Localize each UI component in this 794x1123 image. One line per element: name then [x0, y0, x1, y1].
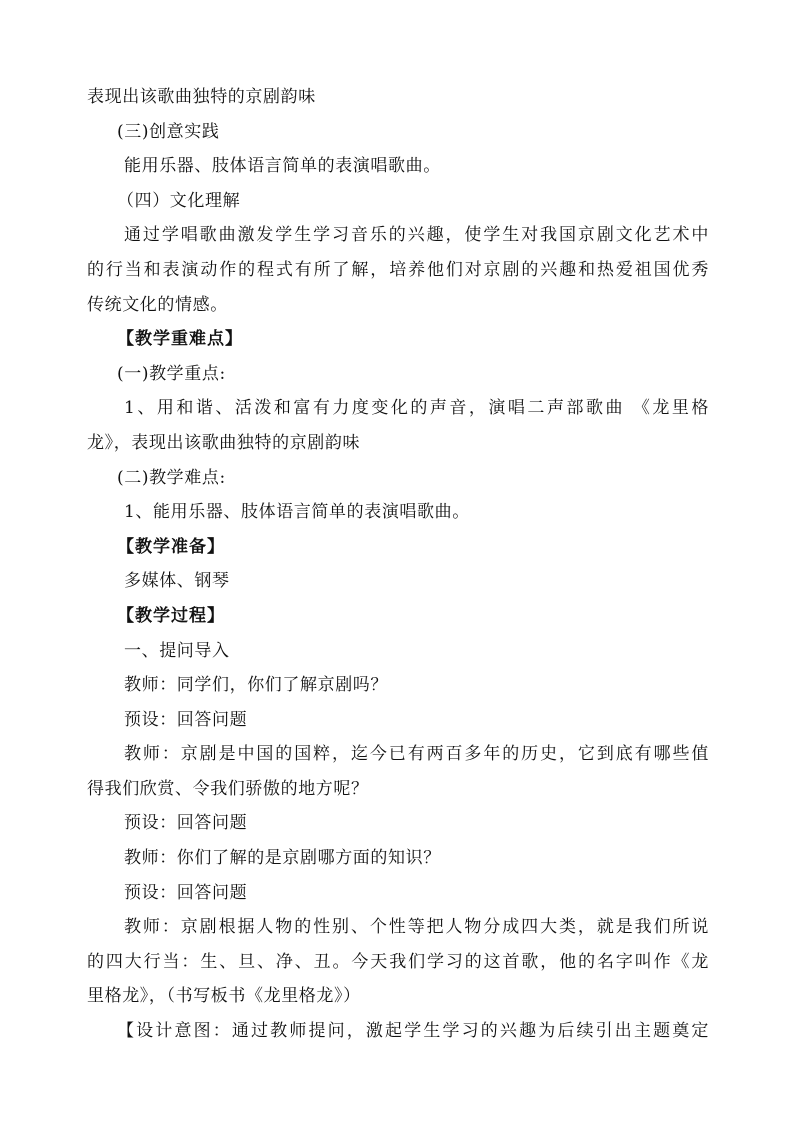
- dialogue-line: 预设：回答问题: [124, 709, 248, 730]
- dialogue-line: 教师：你们了解的是京剧哪方面的知识？: [124, 848, 441, 869]
- dialogue-line: 的四大行当：生、旦、净、丑。今天我们学习的这首歌，他的名字叫作《龙: [87, 951, 709, 972]
- body-line: 龙》，表现出该歌曲独特的京剧韵味: [87, 432, 361, 453]
- document-body: [87, 80, 709, 1049]
- body-line: 的行当和表演动作的程式有所了解，培养他们对京剧的兴趣和热爱祖国优秀: [87, 259, 709, 280]
- section-heading-creative-practice: (三)创意实践: [117, 121, 220, 142]
- dialogue-line: 里格龙》，（书写板书《龙里格龙》）: [87, 986, 361, 1007]
- body-line: 1、能用乐器、肢体语言简单的表演唱歌曲。: [124, 502, 470, 523]
- dialogue-line: 教师：京剧根据人物的性别、个性等把人物分成四大类，就是我们所说: [124, 917, 709, 938]
- body-line: 表现出该歌曲独特的京剧韵味: [87, 87, 316, 107]
- section-heading-key-difficulties: 【教学重难点】: [117, 329, 243, 350]
- dialogue-line: 得我们欣赏、令我们骄傲的地方呢？: [87, 778, 369, 799]
- dialogue-line: 教师：京剧是中国的国粹，迄今已有两百多年的历史，它到底有哪些值: [124, 744, 709, 765]
- body-line: 传统文化的情感。: [87, 294, 228, 315]
- dialogue-line: 预设：回答问题: [124, 813, 248, 834]
- section-heading-cultural-understanding: （四）文化理解: [117, 190, 241, 211]
- body-line: 多媒体、钢琴: [124, 571, 230, 592]
- section-heading-teaching-preparation: 【教学准备】: [117, 536, 225, 557]
- section-heading-teaching-process: 【教学过程】: [117, 605, 225, 626]
- body-line: 能用乐器、肢体语言简单的表演唱歌曲。: [124, 156, 441, 177]
- body-line: 通过学唱歌曲激发学生学习音乐的兴趣，使学生对我国京剧文化艺术中: [124, 225, 709, 246]
- dialogue-line: 预设：回答问题: [124, 882, 248, 903]
- design-intent-line: 【设计意图：通过教师提问，激起学生学习的兴趣为后续引出主题奠定: [117, 1021, 709, 1042]
- subheading-difficult-points: (二)教学难点:: [117, 467, 226, 488]
- dialogue-line: 教师：同学们，你们了解京剧吗？: [124, 675, 388, 696]
- subheading-key-points: (一)教学重点:: [117, 363, 226, 384]
- subheading-question-intro: 一、提问导入: [124, 640, 230, 661]
- body-line: 1、用和谐、活泼和富有力度变化的声音，演唱二声部歌曲 《龙里格: [124, 398, 709, 419]
